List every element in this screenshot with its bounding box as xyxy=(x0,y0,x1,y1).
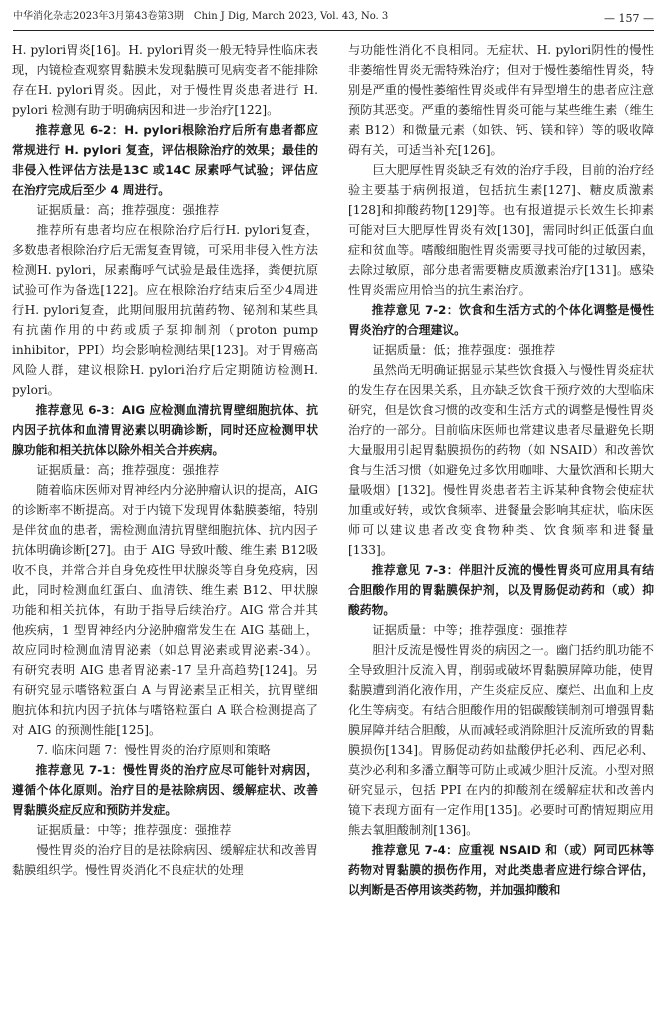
journal-line: 中华消化杂志2023年3月第43卷第3期 Chin J Dig, March 2023, Vol. 43, No. 3 xyxy=(13,11,389,22)
left-column xyxy=(12,40,318,880)
evidence-quality: 证据质量：低；推荐强度：强推荐 xyxy=(372,343,556,357)
right-column xyxy=(348,40,654,900)
recommendation: 推荐意见 7-3：伴胆汁反流的慢性胃炎可应用具有结合胆酸作用的胃黏膜保护剂，以及胃肠促动药和（或）抑酸药物。 xyxy=(348,563,654,617)
paragraph: 随着临床医师对胃神经内分泌肿瘤认识的提高，AIG 的诊断率不断提高。对于内镜下发现胃体黏膜萎缩，特别是伴贫血的患者，需检测血清抗胃壁细胞抗体、抗内因子抗体明确诊断[27]。由于 AIG 导致叶酸、维生素 B12吸收不良，并常合并自身免疫性甲状腺炎等自身免疫病，因此，同时检测血红蛋白、血清铁、维生素 B12、甲状腺功能和相关抗体，有助于指导后续治疗。AIG 常合并其他疾病，1 型胃神经内分泌肿瘤常发生在 AIG 基础上，故应同时检测血清胃泌素（如总胃泌素或胃泌素-34）。有研究表明 AIG 患者胃泌素-17 呈升高趋势[124]。另有研究显示嗜铬粒蛋白 A 与胃泌素呈正相关，抗胃壁细胞抗体和抗内因子抗体与嗜铬粒蛋白 A 联合检测提高了对 AIG 的预测性能[125]。 xyxy=(12,483,318,737)
evidence-quality: 证据质量：高；推荐强度：强推荐 xyxy=(36,463,220,477)
page-number: — 157 — xyxy=(604,12,654,25)
evidence-quality: 证据质量：中等；推荐强度：强推荐 xyxy=(36,823,232,837)
paragraph: 胆汁反流是慢性胃炎的病因之一。幽门括约肌功能不全导致胆汁反流入胃，削弱或破坏胃黏膜屏障功能，使胃黏膜遭到消化液作用，产生炎症反应、糜烂、出血和上皮化生等病变。有结合胆酸作用的铝碳酸镁制剂可增强胃黏膜屏障并结合胆酸，从而减轻或消除胆汁反流所致的胃黏膜损伤[134]。胃肠促动药如盐酸伊托必利、西尼必利、莫沙必利和多潘立酮等可防止或减少胆汁反流。小型对照研究显示，包括 PPI 在内的抑酸剂在缓解症状和改善内镜下表现方面有一定作用[135]。必要时可酌情短期应用熊去氧胆酸制剂[136]。 xyxy=(348,643,654,837)
running-header xyxy=(13,8,654,30)
paragraph: 慢性胃炎的治疗目的是祛除病因、缓解症状和改善胃黏膜组织学。慢性胃炎消化不良症状的处理 xyxy=(12,843,318,877)
paragraph: 巨大肥厚性胃炎缺乏有效的治疗手段，目前的治疗经验主要基于病例报道，包括抗生素[127]、糖皮质激素[128]和抑酸药物[129]等。也有报道提示长效生长抑素可能对巨大肥厚性胃炎有效[130]，需同时纠正低蛋白血症和贫血等。嗜酸细胞性胃炎需要寻找可能的过敏因素，去除过敏原，部分患者需要糖皮质激素治疗[131]。感染性胃炎需应用恰当的抗生素治疗。 xyxy=(348,163,654,297)
recommendation: 推荐意见 7-4：应重视 NSAID 和（或）阿司匹林等药物对胃黏膜的损伤作用，对此类患者应进行综合评估，以判断是否停用该类药物，并加强抑酸和 xyxy=(348,843,654,897)
recommendation: 推荐意见 7-2：饮食和生活方式的个体化调整是慢性胃炎治疗的合理建议。 xyxy=(348,303,654,337)
header-rule xyxy=(13,30,654,31)
evidence-quality: 证据质量：高；推荐强度：强推荐 xyxy=(36,203,220,217)
paragraph: 与功能性消化不良相同。无症状、H. pylori阴性的慢性非萎缩性胃炎无需特殊治疗；但对于慢性萎缩性胃炎，特别是严重的慢性萎缩性胃炎或伴有异型增生的患者应注意预防其恶变。严重的萎缩性胃炎可能与某些维生素（维生素 B12）和微量元素（如铁、钙、镁和锌）等的吸收障碍有关，可适当补充[126]。 xyxy=(348,43,654,157)
paragraph: H. pylori胃炎[16]。H. pylori胃炎一般无特异性临床表现，内镜检查观察胃黏膜未发现黏膜可见病变者不能排除存在H. pylori胃炎。因此，对于慢性胃炎患者进行 H. pylori 检测有助于明确病因和进一步治疗[122]。 xyxy=(12,43,318,117)
recommendation: 推荐意见 6-2：H. pylori根除治疗后所有患者都应常规进行 H. pylori 复查，评估根除治疗的效果；最佳的非侵入性评估方法是13C 或14C 尿素呼气试验；评估应在治疗完成后至少 4 周进行。 xyxy=(12,123,318,197)
recommendation: 推荐意见 6-3：AIG 应检测血清抗胃壁细胞抗体、抗内因子抗体和血清胃泌素以明确诊断，同时还应检测甲状腺功能和相关抗体以除外相关合并疾病。 xyxy=(12,403,318,457)
paragraph: 推荐所有患者均应在根除治疗后行H. pylori复查，多数患者根除治疗后无需复查胃镜，可采用非侵入性方法检测H. pylori，尿素酶呼气试验是最佳选择，粪便抗原试验可作为备选[122]。应在根除治疗结束后至少4周进行H. pylori复查，此期间服用抗菌药物、铋剂和某些具有抗菌作用的中药或质子泵抑制剂（proton pump inhibitor，PPI）均会影响检测结果[123]。对于胃癌高风险人群，建议根除H. pylori治疗后定期随访检测H. pylori。 xyxy=(12,223,318,397)
evidence-quality: 证据质量：中等；推荐强度：强推荐 xyxy=(372,623,568,637)
paragraph: 虽然尚无明确证据显示某些饮食摄入与慢性胃炎症状的发生存在因果关系，且亦缺乏饮食干预疗效的大型临床研究，但是饮食习惯的改变和生活方式的调整是慢性胃炎治疗的一部分。目前临床医师也常建议患者尽量避免长期大量服用引起胃黏膜损伤的药物（如 NSAID）和改善饮食与生活习惯（如避免过多饮用咖啡、大量饮酒和长期大量吸烟）[132]。慢性胃炎患者若主诉某种食物会使症状加重或好转，或饮食频率、进餐量会影响其症状，临床医师可以建议患者改变食物种类、饮食频率和进餐量[133]。 xyxy=(348,363,654,557)
recommendation: 推荐意见 7-1：慢性胃炎的治疗应尽可能针对病因，遵循个体化原则。治疗目的是祛除病因、缓解症状、改善胃黏膜炎症反应和预防并发症。 xyxy=(12,763,318,817)
section-heading: 7. 临床问题 7：慢性胃炎的治疗原则和策略 xyxy=(36,743,271,757)
